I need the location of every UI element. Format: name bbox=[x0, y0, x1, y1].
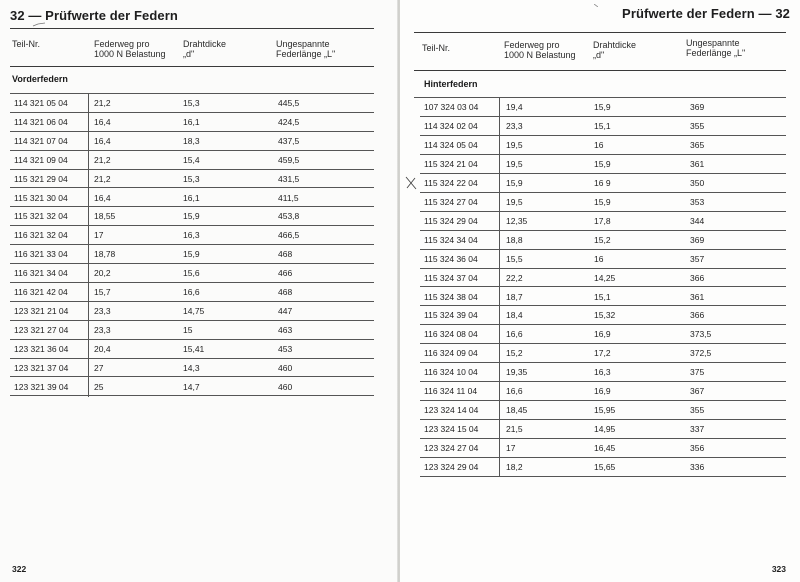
part-number-cell: 116 324 09 04 bbox=[424, 348, 478, 359]
table-row bbox=[420, 174, 786, 193]
table-row bbox=[420, 363, 786, 382]
part-number-cell: 115 321 32 04 bbox=[14, 211, 68, 222]
federlaenge-cell: 372,5 bbox=[690, 348, 712, 359]
federweg-cell: 20,2 bbox=[94, 268, 111, 279]
part-number-cell: 116 321 42 04 bbox=[14, 287, 68, 297]
drahtdicke-cell: 14,25 bbox=[594, 272, 616, 283]
table-row bbox=[10, 340, 374, 359]
header-bottom-rule bbox=[10, 66, 374, 67]
drahtdicke-cell: 15,41 bbox=[183, 343, 205, 354]
table-row bbox=[10, 378, 374, 397]
table-row bbox=[10, 189, 374, 208]
table-row bbox=[10, 113, 374, 132]
federlaenge-cell: 460 bbox=[278, 381, 293, 392]
header-top-rule bbox=[414, 32, 786, 33]
table-row bbox=[10, 170, 374, 189]
header-federweg: Federweg pro 1000 N Belastung bbox=[504, 40, 576, 60]
drahtdicke-cell: 17,2 bbox=[594, 348, 611, 359]
part-number-cell: 115 324 37 04 bbox=[424, 272, 478, 283]
table-row bbox=[420, 306, 786, 325]
part-number-cell: 115 324 36 04 bbox=[424, 253, 478, 264]
part-number-cell: 123 321 36 04 bbox=[14, 343, 69, 354]
left-page bbox=[0, 0, 398, 582]
table-row bbox=[10, 132, 374, 151]
table-row bbox=[420, 401, 786, 420]
federlaenge-cell: 373,5 bbox=[690, 329, 712, 340]
part-number-cell: 114 324 02 04 bbox=[424, 120, 478, 131]
federlaenge-cell: 337 bbox=[690, 424, 705, 435]
part-number-cell: 115 321 30 04 bbox=[14, 192, 68, 203]
drahtdicke-cell: 15,1 bbox=[594, 120, 611, 131]
drahtdicke-cell: 15,32 bbox=[594, 310, 616, 321]
header-drahtdicke: Drahtdicke „d" bbox=[183, 39, 227, 59]
table-row bbox=[420, 382, 786, 401]
part-number-cell: 123 321 37 04 bbox=[14, 362, 69, 373]
federweg-cell: 17 bbox=[94, 230, 104, 241]
federlaenge-cell: 355 bbox=[690, 405, 705, 416]
page-number-left: 322 bbox=[12, 564, 27, 574]
table-row bbox=[420, 420, 786, 439]
part-number-cell: 115 324 21 04 bbox=[424, 158, 478, 169]
table-row bbox=[10, 283, 374, 302]
part-number-cell: 123 321 39 04 bbox=[14, 381, 69, 392]
federlaenge-cell: 366 bbox=[690, 272, 705, 283]
federweg-cell: 23,3 bbox=[506, 120, 523, 131]
part-number-cell: 107 324 03 04 bbox=[424, 102, 479, 112]
federlaenge-cell: 356 bbox=[690, 443, 705, 454]
federlaenge-cell: 365 bbox=[690, 139, 705, 150]
federweg-cell: 15,9 bbox=[506, 177, 523, 188]
federweg-cell: 16,4 bbox=[94, 135, 111, 146]
header-teil-nr: Teil-Nr. bbox=[422, 43, 451, 53]
drahtdicke-cell: 16,6 bbox=[183, 287, 200, 297]
federlaenge-cell: 336 bbox=[690, 462, 705, 473]
part-number-cell: 123 324 15 04 bbox=[424, 424, 479, 435]
drahtdicke-cell: 15,9 bbox=[594, 102, 611, 112]
federweg-cell: 16,6 bbox=[506, 329, 523, 340]
federlaenge-cell: 445,5 bbox=[278, 98, 300, 108]
federweg-cell: 22,2 bbox=[506, 272, 523, 283]
federlaenge-cell: 453 bbox=[278, 343, 293, 354]
part-number-cell: 123 324 27 04 bbox=[424, 443, 479, 454]
drahtdicke-cell: 15,95 bbox=[594, 405, 616, 416]
header-federlaenge: Ungespannte Federlänge „L" bbox=[686, 38, 746, 58]
federweg-cell: 18,45 bbox=[506, 405, 528, 416]
federweg-cell: 18,2 bbox=[506, 462, 523, 473]
table-row bbox=[10, 151, 374, 170]
drahtdicke-cell: 16 9 bbox=[594, 177, 611, 188]
table-row bbox=[420, 98, 786, 117]
federlaenge-cell: 361 bbox=[690, 291, 705, 302]
federlaenge-cell: 366 bbox=[690, 310, 705, 321]
table-row bbox=[10, 264, 374, 283]
table-row bbox=[420, 231, 786, 250]
federlaenge-cell: 460 bbox=[278, 362, 293, 373]
federlaenge-cell: 367 bbox=[690, 386, 705, 397]
federlaenge-cell: 468 bbox=[278, 287, 293, 297]
federweg-cell: 15,2 bbox=[506, 348, 523, 359]
section-hinterfedern: Hinterfedern bbox=[424, 79, 478, 89]
row-rule bbox=[420, 476, 786, 477]
table-row bbox=[420, 155, 786, 174]
drahtdicke-cell: 15 bbox=[183, 324, 193, 335]
federlaenge-cell: 369 bbox=[690, 102, 705, 112]
right-page bbox=[400, 0, 800, 582]
federweg-cell: 25 bbox=[94, 381, 104, 392]
part-number-cell: 123 324 29 04 bbox=[424, 462, 479, 473]
drahtdicke-cell: 15,65 bbox=[594, 462, 616, 473]
part-number-cell: 114 321 05 04 bbox=[14, 98, 68, 108]
federweg-cell: 17 bbox=[506, 443, 516, 454]
table-row bbox=[10, 226, 374, 245]
drahtdicke-cell: 15,3 bbox=[183, 98, 200, 108]
table-row bbox=[10, 302, 374, 321]
drahtdicke-cell: 15,2 bbox=[594, 234, 611, 245]
table-row bbox=[420, 212, 786, 231]
federlaenge-cell: 369 bbox=[690, 234, 705, 245]
part-number-cell: 115 324 29 04 bbox=[424, 215, 478, 226]
drahtdicke-cell: 14,3 bbox=[183, 362, 200, 373]
table-row bbox=[420, 344, 786, 363]
drahtdicke-cell: 15,4 bbox=[183, 154, 200, 165]
part-number-cell: 114 321 07 04 bbox=[14, 135, 68, 146]
part-number-cell: 116 324 10 04 bbox=[424, 367, 478, 378]
paper-speck bbox=[594, 4, 598, 7]
drahtdicke-cell: 15,9 bbox=[594, 196, 611, 207]
drahtdicke-cell: 17,8 bbox=[594, 215, 611, 226]
drahtdicke-cell: 16,1 bbox=[183, 116, 200, 127]
federlaenge-cell: 350 bbox=[690, 177, 705, 188]
federweg-cell: 19,4 bbox=[506, 102, 523, 112]
part-number-cell: 114 324 05 04 bbox=[424, 139, 478, 150]
part-number-cell: 115 324 38 04 bbox=[424, 291, 478, 302]
table-row bbox=[420, 325, 786, 344]
part-number-cell: 115 321 29 04 bbox=[14, 173, 68, 184]
federlaenge-cell: 361 bbox=[690, 158, 705, 169]
federweg-cell: 21,2 bbox=[94, 154, 111, 165]
part-number-cell: 116 324 11 04 bbox=[424, 386, 478, 397]
federweg-cell: 18,8 bbox=[506, 234, 523, 245]
federlaenge-cell: 375 bbox=[690, 367, 705, 378]
federlaenge-cell: 447 bbox=[278, 305, 293, 316]
federweg-cell: 19,5 bbox=[506, 158, 523, 169]
federlaenge-cell: 424,5 bbox=[278, 116, 300, 127]
federlaenge-cell: 411,5 bbox=[278, 192, 299, 203]
drahtdicke-cell: 18,3 bbox=[183, 135, 200, 146]
table-row bbox=[10, 94, 374, 113]
part-number-cell: 115 324 27 04 bbox=[424, 196, 478, 207]
federweg-cell: 21,5 bbox=[506, 424, 523, 435]
federweg-cell: 18,4 bbox=[506, 310, 523, 321]
drahtdicke-cell: 16,45 bbox=[594, 443, 616, 454]
federweg-cell: 15,5 bbox=[506, 253, 523, 264]
part-number-cell: 115 324 34 04 bbox=[424, 234, 478, 245]
federlaenge-cell: 357 bbox=[690, 253, 705, 264]
drahtdicke-cell: 16,3 bbox=[183, 230, 200, 241]
federlaenge-cell: 431,5 bbox=[278, 173, 300, 184]
drahtdicke-cell: 14,95 bbox=[594, 424, 616, 435]
table-row bbox=[420, 458, 786, 477]
federlaenge-cell: 466,5 bbox=[278, 230, 300, 241]
federweg-cell: 18,78 bbox=[94, 249, 116, 260]
federlaenge-cell: 466 bbox=[278, 268, 293, 279]
header-top-rule bbox=[10, 28, 374, 29]
drahtdicke-cell: 14,75 bbox=[183, 305, 205, 316]
table-row bbox=[420, 193, 786, 212]
header-drahtdicke: Drahtdicke „d" bbox=[593, 40, 637, 60]
part-number-cell: 115 324 39 04 bbox=[424, 310, 478, 321]
federlaenge-cell: 459,5 bbox=[278, 154, 300, 165]
federlaenge-cell: 344 bbox=[690, 215, 705, 226]
part-number-cell: 116 321 34 04 bbox=[14, 268, 68, 279]
drahtdicke-cell: 16,9 bbox=[594, 329, 611, 340]
drahtdicke-cell: 16 bbox=[594, 139, 604, 150]
table-row bbox=[10, 359, 374, 378]
page-number-right: 323 bbox=[771, 564, 786, 574]
part-number-cell: 114 321 06 04 bbox=[14, 116, 68, 127]
table-row bbox=[420, 117, 786, 136]
header-teil-nr: Teil-Nr. bbox=[12, 39, 41, 49]
federweg-cell: 16,6 bbox=[506, 386, 523, 397]
drahtdicke-cell: 16 bbox=[594, 253, 604, 264]
federweg-cell: 16,4 bbox=[94, 116, 111, 127]
header-federweg: Federweg pro 1000 N Belastung bbox=[94, 39, 166, 59]
federweg-cell: 23,3 bbox=[94, 305, 111, 316]
federweg-cell: 19,5 bbox=[506, 196, 523, 207]
part-number-cell: 116 321 33 04 bbox=[14, 249, 68, 260]
part-number-cell: 123 321 21 04 bbox=[14, 305, 69, 316]
federweg-cell: 18,7 bbox=[506, 291, 523, 302]
page-title-right: Prüfwerte der Federn — 32 bbox=[622, 6, 790, 21]
drahtdicke-cell: 15,6 bbox=[183, 268, 200, 279]
federlaenge-cell: 437,5 bbox=[278, 135, 300, 146]
table-row bbox=[10, 245, 374, 264]
handwritten-x-mark bbox=[405, 176, 417, 190]
federlaenge-cell: 468 bbox=[278, 249, 293, 260]
table-row bbox=[420, 269, 786, 288]
federweg-cell: 16,4 bbox=[94, 192, 111, 203]
federweg-cell: 20,4 bbox=[94, 343, 111, 354]
drahtdicke-cell: 15,3 bbox=[183, 173, 200, 184]
page-title-left: 32 — Prüfwerte der Federn bbox=[10, 8, 178, 23]
part-number-cell: 123 321 27 04 bbox=[14, 324, 69, 335]
table-row bbox=[10, 207, 374, 226]
federweg-cell: 21,2 bbox=[94, 173, 111, 184]
table-row bbox=[420, 439, 786, 458]
drahtdicke-cell: 15,9 bbox=[594, 158, 611, 169]
part-number-cell: 114 321 09 04 bbox=[14, 154, 68, 165]
federlaenge-cell: 355 bbox=[690, 120, 705, 131]
federlaenge-cell: 453,8 bbox=[278, 211, 300, 222]
federweg-cell: 19,35 bbox=[506, 367, 528, 378]
row-rule bbox=[10, 395, 374, 396]
header-bottom-rule bbox=[414, 70, 786, 71]
part-number-cell: 115 324 22 04 bbox=[424, 177, 478, 188]
federweg-cell: 21,2 bbox=[94, 98, 111, 108]
federweg-cell: 15,7 bbox=[94, 287, 111, 297]
drahtdicke-cell: 16,9 bbox=[594, 386, 611, 397]
drahtdicke-cell: 15,9 bbox=[183, 211, 200, 222]
drahtdicke-cell: 16,1 bbox=[183, 192, 200, 203]
part-number-cell: 116 321 32 04 bbox=[14, 230, 68, 241]
drahtdicke-cell: 16,3 bbox=[594, 367, 611, 378]
table-row bbox=[420, 136, 786, 155]
federlaenge-cell: 463 bbox=[278, 324, 293, 335]
drahtdicke-cell: 15,9 bbox=[183, 249, 200, 260]
table-row bbox=[420, 288, 786, 307]
table-row bbox=[10, 321, 374, 340]
federweg-cell: 18,55 bbox=[94, 211, 116, 222]
table-row bbox=[420, 250, 786, 269]
part-number-cell: 116 324 08 04 bbox=[424, 329, 478, 340]
federweg-cell: 23,3 bbox=[94, 324, 111, 335]
part-number-cell: 123 324 14 04 bbox=[424, 405, 479, 416]
federweg-cell: 27 bbox=[94, 362, 104, 373]
drahtdicke-cell: 15,1 bbox=[594, 291, 611, 302]
federweg-cell: 19,5 bbox=[506, 139, 523, 150]
federweg-cell: 12,35 bbox=[506, 215, 528, 226]
drahtdicke-cell: 14,7 bbox=[183, 381, 200, 392]
federlaenge-cell: 353 bbox=[690, 196, 705, 207]
header-federlaenge: Ungespannte Federlänge „L" bbox=[276, 39, 336, 59]
section-vorderfedern: Vorderfedern bbox=[12, 74, 68, 84]
